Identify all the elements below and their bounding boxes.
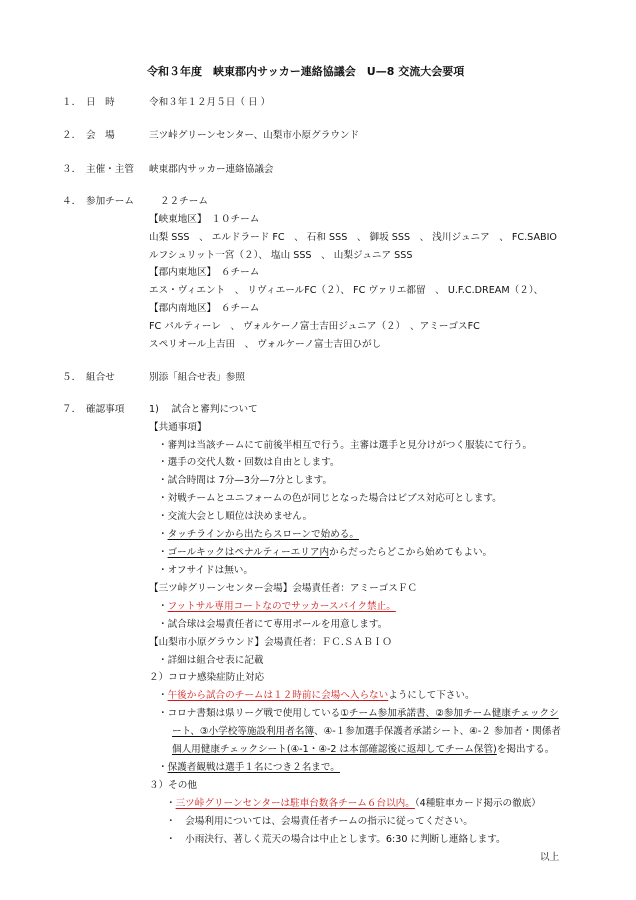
item-number: ５． [62,372,82,383]
item-label-venue: 会 場 [86,130,115,141]
item-label-confirm: 確認事項 [86,404,125,415]
rule-line: ・ 会場利用については、会場責任者チームの指示に従ってください。 [166,816,473,827]
item-label-date: 日 時 [86,97,115,108]
rule-line-spectators: ・保護者観戦は選手１名につき２名まで。 [158,762,340,773]
document-title: 令和３年度 峡東郡内サッカー連絡協議会 U—8 交流大会要項 [147,65,465,78]
sub-heading-covid: ２）コロナ感染症防止対応 [149,672,265,683]
rule-line-documents-cont: ート、③小学校等施設利用者名簿、④-１参加選手保護者承諾シート、④-２ 参加者・関係者 [172,726,562,737]
item-number: ４． [62,196,82,207]
rule-line: ・ 小雨決行、著しく荒天の場合は中止とします。6:30 に判断し連絡します。 [166,834,506,845]
rule-line-arrival: ・午後から試合のチームは１２時前に会場へ入らないようにして下さい。 [158,690,475,701]
rule-line-touchline: ・タッチラインから出たらスローンで始める。 [158,529,359,540]
rule-line-documents-cont: 個人用健康チェックシート(④-1・④-2 は本部確認後に返却してチーム保管)を掲出する。 [172,744,555,755]
rule-line-goalkick: ・ゴールキックはペナルティーエリア内からだったらどこから始めてもよい。 [158,547,493,558]
closing-mark: 以上 [540,852,560,863]
item-number: ３． [62,164,82,175]
team-line: エス・ヴィエント 、 リヴィエールFC（２）、 FC ヴァリエ都留 、 U.F.C.DREAM（２）、 [149,285,544,296]
team-total: ２２チーム [160,196,208,207]
item-label-pairing: 組合せ [86,372,115,383]
item-value-venue: 三ツ峠グリーンセンター、山梨市小原グラウンド [149,130,360,141]
item-number: ７． [62,404,82,415]
team-line: ルフシュリット一宮（２）、 塩山 SSS 、 山梨ジュニア SSS [149,250,413,261]
item-number: ２． [62,130,82,141]
team-line: 【郡内東地区】 ６チーム [149,267,260,278]
rule-line: ・交流大会とし順位は決めません。 [158,511,313,522]
item-value-date: 令和３年１２月５日（ 日 ） [149,97,271,108]
rule-line: ・詳細は組合せ表に記載 [158,655,264,666]
sub-heading-match: 1) 試合と審判について [149,404,258,415]
rule-line-offside: ・オフサイドは無い。 [158,565,253,576]
rule-line: ・選手の交代人数・回数は自由とします。 [158,457,340,468]
team-line: スペリオール上吉田 、 ヴォルケーノ富士吉田ひがし [149,339,382,350]
sub-heading-other: ３）その他 [149,780,197,791]
item-label-teams: 参加チーム [86,196,134,207]
team-line: 【峡東地区】 １０チーム [149,214,260,225]
rule-line-documents: ・コロナ書類は県リーグ戦で使用している①チーム参加承諾書、②参加チーム健康チェックシ [158,708,559,719]
rule-line-spike-ban: ・フットサル専用コートなのでサッカースパイク禁止。 [158,601,396,612]
team-line: 【郡内南地区】 ６チーム [149,303,260,314]
venue-heading-mitsutoge: 【三ツ峠グリーンセンター会場】会場責任者：アミーゴスＦＣ [149,583,418,594]
common-heading: 【共通事項】 [149,422,207,433]
venue-heading-ohara: 【山梨市小原グラウンド】会場責任者：ＦＣ.ＳＡＢＩＯ [149,637,392,648]
item-value-pairing: 別添「組合せ表」参照 [149,372,245,383]
rule-line-parking: ・三ツ峠グリーンセンターは駐車台数各チーム６台以内。（4種駐車カード掲示の徹底） [166,798,541,809]
team-line: 山梨 SSS 、 エルドラード FC 、 石和 SSS 、 御坂 SSS 、 浅川ジュニア 、 FC.SABIO [149,232,557,243]
rule-line: ・試合時間は 7分—3分—7分とします。 [158,475,333,486]
item-label-organizer: 主催・主管 [86,164,134,175]
rule-line: ・対戦チームとユニフォームの色が同じとなった場合はビブス対応可とします。 [158,493,502,504]
item-number: １． [62,97,82,108]
team-line: FC パルティーレ 、 ヴォルケーノ富士吉田ジュニア（２） 、アミーゴスFC [149,321,480,332]
rule-line: ・審判は当該チームにて前後半相互で行う。主審は選手と見分けがつく服装にて行う。 [158,440,533,451]
item-value-organizer: 峡東郡内サッカー連絡協議会 [149,164,274,175]
rule-line: ・試合球は会場責任者にて専用ボールを用意します。 [158,619,388,630]
